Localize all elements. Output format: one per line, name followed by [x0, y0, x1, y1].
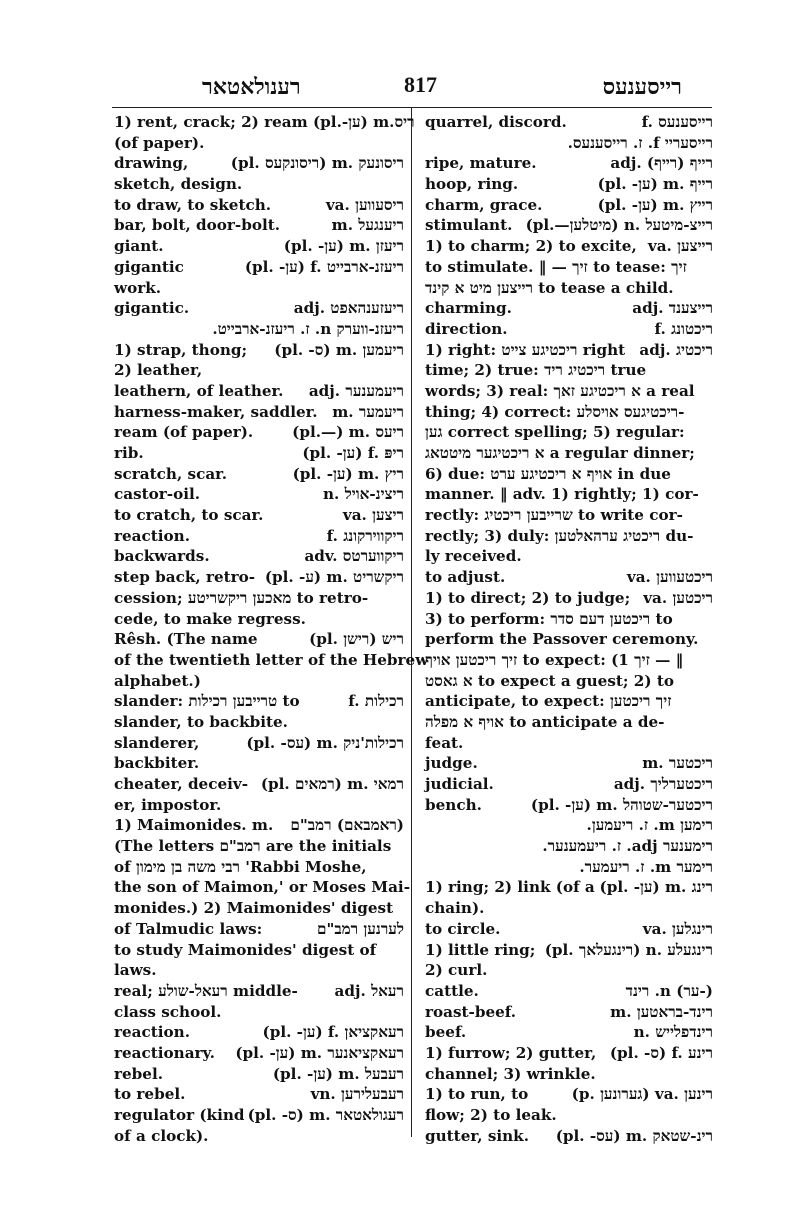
entry-line [425, 609, 713, 630]
entry-line [114, 629, 404, 650]
entry-headword: (pl. -ען) m. רעבעל [272, 1064, 404, 1083]
entry-english-text: harness-maker, saddler. [114, 402, 318, 421]
entry-english-text: גען correct spelling; 5) regular: [425, 423, 685, 442]
entry-line [114, 257, 404, 278]
entry-english-text: bench. [425, 795, 482, 814]
entry-line [114, 1084, 404, 1105]
right-column [425, 112, 713, 1146]
entry-line [114, 464, 404, 485]
entry-headword: (pl. -ס) m. ריעמען [274, 340, 404, 359]
entry-english-text: 3) to perform: ריכטען דעם סדר to [425, 609, 673, 628]
entry-headword: (pl. -ען) m. ריעזן [283, 237, 404, 256]
entry-line [425, 940, 713, 961]
entry-headword: adj. רעאל [334, 981, 404, 1000]
entry-line [425, 174, 713, 195]
entry-headword: f. רכילות [348, 692, 404, 711]
entry-line [114, 940, 404, 961]
entry-line [425, 1105, 713, 1126]
entry-headword: (pl. -עס) m. רינ-שטאק [555, 1126, 713, 1145]
entry-english-text: to adjust. [425, 568, 506, 587]
entry-headword: ריס [394, 113, 415, 131]
entry-english-text: 6) due: אויף א ריכטיגע ערט in due [425, 464, 671, 483]
entry-headword: adv. ריקווערטס [304, 547, 404, 566]
entry-line [114, 319, 404, 340]
entry-english-text: to stimulate. ‖ — זיך to tease: זיך [425, 257, 687, 276]
entry-line [425, 1043, 713, 1064]
entry-headword: (ראמבאם) רמב"ם [290, 816, 404, 835]
entry-line [114, 278, 404, 299]
entry-line [114, 877, 410, 898]
entry-line [425, 340, 713, 361]
entry-line [114, 546, 404, 567]
entry-line [425, 650, 713, 671]
entry-english-text: the son of Maimon,' or Moses Mai- [114, 878, 410, 897]
entry-line [114, 340, 404, 361]
entry-line [425, 1126, 713, 1147]
entry-line [114, 1043, 404, 1064]
entry-line [114, 1022, 404, 1043]
entry-headword: adj. ריכטיג [639, 340, 713, 359]
entry-line [114, 298, 404, 319]
entry-headword: (pl. -ען) f. ריפּ [302, 444, 404, 462]
entry-english-text: of the twentieth letter of the Hebrew [114, 650, 429, 669]
entry-english-text: Rêsh. (The name [114, 630, 258, 649]
entry-line [425, 546, 713, 567]
entry-line [114, 381, 404, 402]
entry-line [114, 753, 404, 774]
entry-english-text: slanderer, [114, 733, 200, 752]
page-header [112, 70, 712, 106]
entry-line [425, 898, 713, 919]
entry-line [425, 153, 713, 174]
entry-line [425, 836, 713, 857]
entry-english-text: reaction. [114, 526, 190, 545]
entry-line [114, 402, 404, 423]
entry-line [425, 464, 713, 485]
entry-english-text: cede, to make regress. [114, 609, 306, 628]
entry-english-text: ly received. [425, 547, 522, 566]
entry-english-text: of רבי משה בן מימון 'Rabbi Moshe, [114, 857, 367, 876]
entry-headword: ריעזנ-ווערק n. ז. ריעזנ-ארבייט. [212, 319, 404, 338]
entry-english-text: rectly; 3) duly: ריכטיג ערהאלטען du- [425, 526, 694, 545]
entry-headword: m. ריעמער [332, 402, 404, 421]
entry-english-text: thing; 4) correct: ריכטיגעס אויסלע- [425, 402, 685, 421]
entry-line [425, 857, 713, 878]
entry-english-text: time; 2) true: ריכטיג ריד true [425, 361, 647, 380]
page-number: 817 [404, 72, 437, 97]
entry-headword: רימען m. ז. ריעמען. [586, 816, 713, 835]
entry-english-text: bar, bolt, door-bolt. [114, 216, 281, 235]
entry-english-text: real; רעאל-שולע middle- [114, 981, 298, 1000]
entry-english-text: er, impostor. [114, 795, 222, 814]
entry-english-text: chain). [425, 899, 485, 918]
column-divider [411, 107, 412, 1137]
entry-english-text: feat. [425, 733, 464, 752]
entry-english-text: 1) ring; 2) link (of a [425, 878, 595, 897]
entry-line [425, 774, 713, 795]
entry-line [114, 526, 404, 547]
entry-english-text: זיך ריכטען אויף to expect: (1 זיך — ‖ [425, 650, 684, 669]
entry-english-text: rectly: שרייבען ריכטיג to write cor- [425, 506, 683, 525]
entry-english-text: רייצען מיט א קינד to tease a child. [425, 278, 674, 297]
entry-line [425, 567, 713, 588]
entry-headword: m. ריענגעל [331, 216, 404, 235]
entry-headword: לערנען רמב"ם [316, 919, 404, 938]
entry-line [114, 588, 404, 609]
entry-english-text: slander: טרייבען רכילות to [114, 692, 300, 711]
entry-headword: רייסעריי f. ז. רייסענעס. [567, 133, 713, 152]
entry-line [114, 153, 404, 174]
entry-english-text: stimulant. [425, 216, 513, 235]
entry-headword: (pl. -ען) f. רעאקציאן [262, 1023, 404, 1042]
entry-headword: va. רייצען [647, 237, 713, 256]
entry-headword: (pl. -ס) f. רינע [609, 1043, 713, 1062]
entry-english-text: hoop, ring. [425, 175, 519, 194]
entry-headword: adj. ריכטערליך [613, 775, 713, 793]
entry-line [114, 1002, 404, 1023]
entry-headword: adj. (רײף) רייף [610, 154, 713, 173]
entry-headword: va. ריצען [342, 506, 404, 525]
entry-english-text: to circle. [425, 919, 501, 938]
entry-english-text: rebel. [114, 1064, 164, 1083]
entry-headword: (pl. רמאים) m. רמאי [260, 775, 404, 793]
entry-line [425, 919, 713, 940]
entry-line [425, 877, 713, 898]
entry-line [425, 753, 713, 774]
entry-english-text: scratch, scar. [114, 464, 228, 483]
entry-line [114, 236, 404, 257]
entry-english-text: channel; 3) wrinkle. [425, 1064, 596, 1083]
entry-line [425, 815, 713, 836]
entry-line [114, 960, 404, 981]
entry-line [425, 484, 713, 505]
entry-line [425, 381, 713, 402]
entry-english-text: 2) curl. [425, 961, 488, 980]
entry-headword: m. רינד-בראטען [610, 1002, 713, 1021]
entry-headword: (pl. -ען) m. רינג [599, 878, 713, 897]
entry-line [425, 443, 713, 464]
entry-english-text: roast-beef. [425, 1002, 517, 1021]
entry-english-text: charm, grace. [425, 195, 543, 214]
entry-headword: (pl. -ען) m. ריץ [292, 464, 404, 483]
entry-english-text: of a clock). [114, 1126, 209, 1145]
entry-english-text: gigantic [114, 257, 184, 276]
entry-line [114, 133, 404, 154]
entry-line [114, 484, 404, 505]
entry-english-text: slander, to backbite. [114, 712, 288, 731]
entry-line [114, 712, 404, 733]
entry-headword: (pl. -ען) f. ריעזנ-ארבייט [244, 257, 404, 276]
entry-line [425, 588, 713, 609]
entry-headword: va. ריכטעווען [626, 568, 713, 587]
entry-english-text: 1) furrow; 2) gutter, [425, 1043, 597, 1062]
entry-english-text: 1) rent, crack; 2) ream (pl.-ען) m. [114, 113, 395, 131]
entry-headword: רימער m. ז. ריעמער. [579, 857, 713, 876]
entry-line [425, 402, 713, 423]
entry-english-text: backbiter. [114, 754, 200, 773]
entry-english-text: to cratch, to scar. [114, 506, 264, 525]
entry-headword: va. רינגלען [642, 919, 713, 938]
entry-english-text: perform the Passover ceremony. [425, 630, 699, 649]
entry-headword: (pl.—מיטלען) n. רייצ-מיטעל [525, 216, 713, 235]
left-column [114, 112, 429, 1146]
entry-line [114, 505, 404, 526]
entry-headword: (pl. -ען) m. רייץ [597, 195, 713, 214]
entry-english-text: of Talmudic laws: [114, 919, 263, 938]
entry-line [425, 195, 713, 216]
entry-english-text: class school. [114, 1002, 222, 1021]
entry-english-text: beef. [425, 1023, 467, 1042]
entry-line [425, 360, 713, 381]
entry-headword: adj. ריעמענער [308, 381, 404, 400]
header-left-guideword: רענולאטאר [202, 74, 301, 99]
entry-english-text: giant. [114, 237, 164, 256]
entry-line [114, 567, 404, 588]
entry-headword: (pl. רישן) ריש [309, 630, 404, 649]
entry-english-text: judicial. [425, 775, 494, 793]
entry-line [425, 691, 713, 712]
entry-line [425, 319, 713, 340]
entry-line [114, 195, 404, 216]
entry-english-text: direction. [425, 319, 508, 338]
entry-line [114, 981, 404, 1002]
entry-line [114, 919, 404, 940]
entry-line [425, 1064, 713, 1085]
entry-headword: f. ריקווירקונג [326, 526, 404, 545]
entry-english-text: charming. [425, 299, 512, 318]
entry-headword: adj. ריעזענהאפט [293, 299, 404, 318]
entry-english-text: to study Maimonides' digest of [114, 940, 377, 959]
entry-english-text: reactionary. [114, 1043, 215, 1062]
entry-headword: (pl. -ען) m. רעאקציאנער [235, 1043, 404, 1062]
entry-english-text: 1) right: ריכטיגע צייט right [425, 340, 626, 359]
entry-english-text: flow; 2) to leak. [425, 1106, 557, 1124]
entry-headword: f. ריכטונג [654, 319, 713, 338]
entry-english-text: 1) strap, thong; [114, 340, 248, 359]
entry-line [425, 236, 713, 257]
entry-headword: (pl. -ען) m. ריכטער-שטוהל [530, 795, 713, 814]
entry-line [114, 174, 404, 195]
entry-english-text: regulator (kind [114, 1106, 245, 1124]
entry-english-text: judge. [425, 754, 478, 773]
entry-english-text: step back, retro- [114, 568, 256, 587]
entry-english-text: work. [114, 278, 162, 297]
entry-line [425, 298, 713, 319]
entry-english-text: א גאסט to expect a guest; 2) to [425, 671, 674, 690]
entry-english-text: ripe, mature. [425, 154, 537, 173]
entry-headword: (-ער) n. רינד [625, 981, 713, 1000]
entry-english-text: 1) to direct; 2) to judge; [425, 588, 631, 607]
entry-line [425, 671, 713, 692]
entry-line [114, 360, 404, 381]
entry-line [425, 1022, 713, 1043]
entry-headword: adj. רייצענד [632, 299, 713, 318]
entry-headword: n. רינדפלייש [633, 1023, 713, 1042]
entry-line [425, 133, 713, 154]
entry-english-text: manner. ‖ adv. 1) rightly; 1) cor- [425, 485, 699, 504]
entry-headword: (pl. -עס) m. רכילות'ניק [246, 733, 404, 752]
entry-line [425, 1084, 713, 1105]
entry-line [114, 898, 404, 919]
entry-line [114, 112, 415, 133]
entry-english-text: rib. [114, 444, 144, 462]
entry-english-text: quarrel, discord. [425, 113, 567, 131]
entry-english-text: to rebel. [114, 1085, 186, 1104]
entry-line [425, 526, 713, 547]
entry-line [114, 795, 404, 816]
entry-line [425, 112, 713, 133]
entry-line [114, 733, 404, 754]
entry-line [425, 981, 713, 1002]
entry-english-text: drawing, [114, 154, 189, 173]
header-right-guideword: רייסענעס [602, 74, 682, 99]
entry-english-text: cession; מאכען ריקשריטע to retro- [114, 588, 369, 607]
entry-headword: m. ריכטער [642, 754, 713, 773]
entry-english-text: reaction. [114, 1023, 190, 1042]
entry-english-text: (of paper). [114, 133, 205, 152]
entry-english-text: 1) to charm; 2) to excite, [425, 237, 637, 256]
entry-headword: (pl. ריסונקעס) m. ריסונעק [230, 154, 404, 173]
entry-headword: f. רייסענעס [641, 113, 713, 131]
entry-headword: vn. רעבעלירען [310, 1085, 404, 1104]
entry-line [114, 774, 404, 795]
entry-line [425, 712, 713, 733]
entry-english-text: gigantic. [114, 299, 190, 318]
entry-english-text: אויף א מפלה to anticipate a de- [425, 712, 665, 731]
entry-headword: (pl. רינגעלאך) n. רינגעלע [544, 940, 713, 959]
entry-line [425, 257, 713, 278]
entry-line [114, 1064, 404, 1085]
entry-line [114, 857, 404, 878]
entry-line [114, 609, 404, 630]
entry-line [114, 650, 429, 671]
entry-headword: (pl. -ע) m. ריקשריט [264, 568, 404, 587]
entry-line [425, 505, 713, 526]
entry-english-text: backwards. [114, 547, 210, 566]
entry-line [425, 795, 713, 816]
entry-english-text: cattle. [425, 981, 479, 1000]
entry-headword: n. ריצינ-אויל [323, 485, 404, 504]
entry-line [114, 215, 404, 236]
entry-headword: (pl. -ס) m. רעגולאטאר [247, 1106, 404, 1124]
entry-headword: (pl. -ען) m. רייף [597, 175, 713, 194]
entry-headword: va. ריסעווען [325, 195, 404, 214]
entry-line [425, 960, 713, 981]
entry-english-text: anticipate, to expect: זיך ריכטען [425, 692, 672, 711]
entry-english-text: laws. [114, 961, 157, 980]
entry-english-text: 1) Maimonides. m. [114, 816, 274, 835]
entry-line [425, 733, 713, 754]
entry-line [114, 691, 404, 712]
entry-headword: va. ריכטען [643, 588, 713, 607]
entry-line [114, 1126, 404, 1147]
entry-line [114, 836, 404, 857]
entry-line [425, 629, 713, 650]
entry-line [425, 278, 713, 299]
header-rule [112, 107, 712, 108]
entry-english-text: (The letters רמב"ם are the initials [114, 837, 392, 856]
entry-headword: (pl.—) m. ריעס [292, 423, 404, 442]
entry-line [425, 1002, 713, 1023]
entry-line [114, 1105, 404, 1126]
entry-english-text: alphabet.) [114, 671, 201, 690]
entry-headword: (p. גערונען) va. רינען [571, 1085, 713, 1104]
entry-line [425, 422, 713, 443]
entry-english-text: words; 3) real: א ריכטיגע זאך a real [425, 381, 695, 400]
entry-english-text: gutter, sink. [425, 1126, 529, 1145]
entry-line [425, 215, 713, 236]
entry-english-text: leathern, of leather. [114, 381, 284, 400]
entry-english-text: ream (of paper). [114, 423, 254, 442]
entry-line [114, 443, 404, 464]
entry-line [114, 422, 404, 443]
entry-english-text: to draw, to sketch. [114, 195, 272, 214]
entry-line [114, 671, 404, 692]
entry-english-text: 1) little ring; [425, 940, 536, 959]
entry-line [114, 815, 404, 836]
entry-english-text: 1) to run, to [425, 1085, 529, 1104]
entry-english-text: monides.) 2) Maimonides' digest [114, 899, 394, 918]
entry-english-text: א ריכטיגער מיטטאג a regular dinner; [425, 444, 695, 462]
entry-headword: רימענער adj. ז. ריעמענער. [542, 837, 713, 856]
entry-english-text: 2) leather, [114, 361, 203, 380]
entry-english-text: cheater, deceiv- [114, 775, 249, 793]
entry-english-text: castor-oil. [114, 485, 201, 504]
entry-english-text: sketch, design. [114, 175, 243, 194]
